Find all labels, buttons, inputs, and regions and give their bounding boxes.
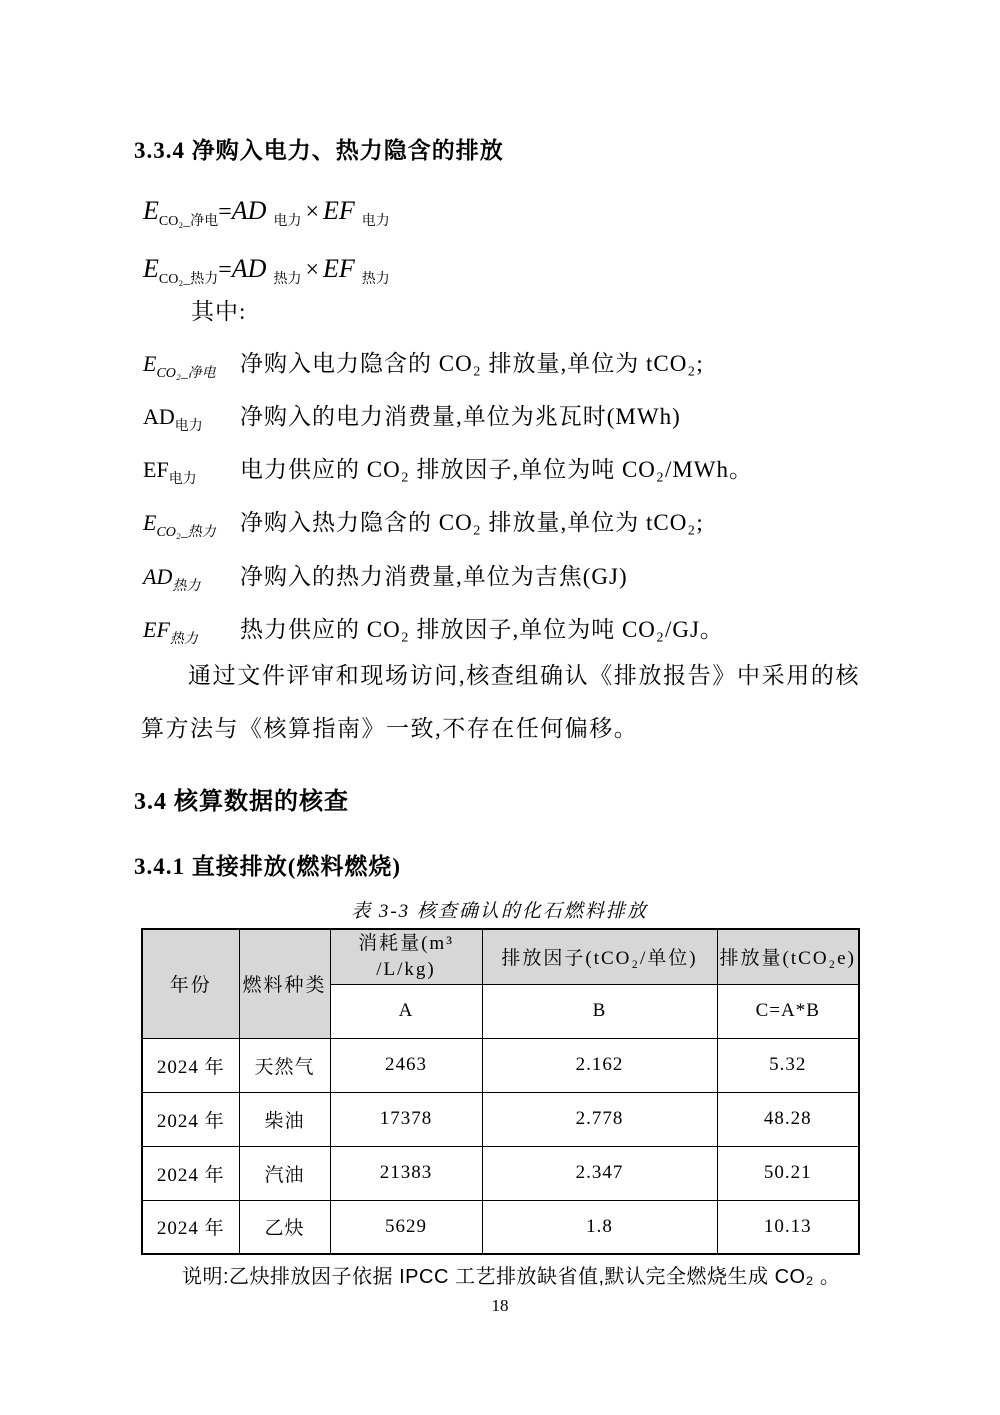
multiply-sign: ×: [305, 257, 319, 283]
subheader-c: C=A*B: [717, 984, 859, 1038]
formula-rhs1-subscript: 电力: [273, 214, 302, 229]
cell-consumption: 2463: [330, 1038, 482, 1092]
formula-lhs: E: [143, 196, 159, 225]
section-heading-3-4: 3.4 核算数据的核查: [134, 789, 349, 815]
table-note: 说明:乙炔排放因子依据 IPCC 工艺排放缺省值,默认完全燃烧生成 CO₂ 。: [182, 1266, 841, 1288]
cell-year: 2024 年: [142, 1092, 239, 1146]
definition-row: [143, 451, 860, 488]
definition-row: [143, 345, 860, 382]
equals-sign: =: [218, 257, 232, 283]
header-emission-factor: 排放因子(tCO₂/单位): [482, 929, 717, 984]
cell-emission: 48.28: [717, 1092, 859, 1146]
table-row: [142, 1092, 859, 1146]
formula-rhs1: AD: [231, 196, 267, 225]
formula-rhs2: EF: [323, 196, 355, 225]
header-consumption: 消耗量(m³ /L/kg): [330, 929, 482, 984]
definition-row: [143, 611, 860, 648]
subheader-b: B: [482, 984, 717, 1038]
formula-rhs2-subscript: 电力: [361, 214, 390, 229]
cell-factor: 1.8: [482, 1200, 717, 1254]
cell-consumption: 5629: [330, 1200, 482, 1254]
definition-row: [143, 504, 860, 541]
page-number: 18: [491, 1296, 509, 1315]
cell-year: 2024 年: [142, 1200, 239, 1254]
cell-fuel: 天然气: [239, 1038, 330, 1092]
cell-emission: 10.13: [717, 1200, 859, 1254]
definition-text: 净购入的电力消费量,单位为兆瓦时(MWh): [240, 404, 681, 429]
definition-symbol: $AD_{热力}$: [143, 564, 201, 594]
formula-net-electricity: [143, 196, 390, 230]
definition-text: 热力供应的 CO₂ 排放因子,单位为吨 CO₂/GJ。: [240, 617, 724, 642]
cell-emission: 5.32: [717, 1038, 859, 1092]
cell-factor: 2.347: [482, 1146, 717, 1200]
definition-text: 净购入电力隐含的 CO₂ 排放量,单位为 tCO₂;: [240, 351, 704, 376]
subheader-a: A: [330, 984, 482, 1038]
table-row: [142, 1038, 859, 1092]
verification-paragraph: 通过文件评审和现场访问,核查组确认《排放报告》中采用的核算方法与《核算指南》一致,不存在任何偏移。: [141, 663, 860, 741]
table-row: [142, 1200, 859, 1254]
formula-rhs1-subscript: 热力: [273, 272, 302, 287]
formula-net-heat: [143, 254, 390, 288]
definition-symbol: $AD_{电力}$: [143, 404, 203, 434]
definition-row: [143, 558, 860, 595]
header-fuel-type: 燃料种类: [239, 929, 330, 1038]
definition-text: 净购入热力隐含的 CO₂ 排放量,单位为 tCO₂;: [240, 510, 704, 535]
formula-lhs-subscript: CO₂_热力: [158, 272, 219, 287]
equals-sign: =: [218, 199, 232, 225]
cell-fuel: 汽油: [239, 1146, 330, 1200]
cell-factor: 2.162: [482, 1038, 717, 1092]
header-emission-amount: 排放量(tCO₂e): [717, 929, 859, 984]
section-heading-3-4-1: 3.4.1 直接排放(燃料燃烧): [134, 854, 402, 879]
formula-lhs-subscript: CO₂_净电: [158, 214, 219, 229]
cell-fuel: 柴油: [239, 1092, 330, 1146]
definition-symbol: $EF_{热力}$: [143, 617, 198, 647]
page-content: [134, 0, 860, 1415]
section-heading-3-3-4: 3.3.4 净购入电力、热力隐含的排放: [134, 138, 504, 163]
formula-lhs: E: [143, 254, 159, 283]
multiply-sign: ×: [305, 199, 319, 225]
definition-row: [143, 398, 860, 435]
definition-symbol: $E_{CO_2\_热力}$: [143, 510, 216, 540]
where-label: 其中:: [191, 299, 247, 324]
table-caption: 表 3-3 核查确认的化石燃料排放: [351, 901, 648, 922]
cell-factor: 2.778: [482, 1092, 717, 1146]
formula-rhs2: EF: [323, 254, 355, 283]
table-header-row: [142, 929, 859, 984]
cell-emission: 50.21: [717, 1146, 859, 1200]
cell-year: 2024 年: [142, 1146, 239, 1200]
definition-text: 电力供应的 CO₂ 排放因子,单位为吨 CO₂/MWh。: [240, 457, 753, 482]
definition-symbol: $EF_{电力}$: [143, 457, 197, 487]
header-year: 年份: [142, 929, 239, 1038]
cell-consumption: 17378: [330, 1092, 482, 1146]
cell-consumption: 21383: [330, 1146, 482, 1200]
cell-year: 2024 年: [142, 1038, 239, 1092]
cell-fuel: 乙炔: [239, 1200, 330, 1254]
table-row: [142, 1146, 859, 1200]
formula-rhs2-subscript: 热力: [361, 272, 390, 287]
definition-text: 净购入的热力消费量,单位为吉焦(GJ): [240, 564, 628, 589]
definition-symbol: $E_{CO_2\_净电}$: [143, 351, 216, 381]
formula-rhs1: AD: [231, 254, 267, 283]
fuel-emissions-table: [141, 928, 860, 1255]
